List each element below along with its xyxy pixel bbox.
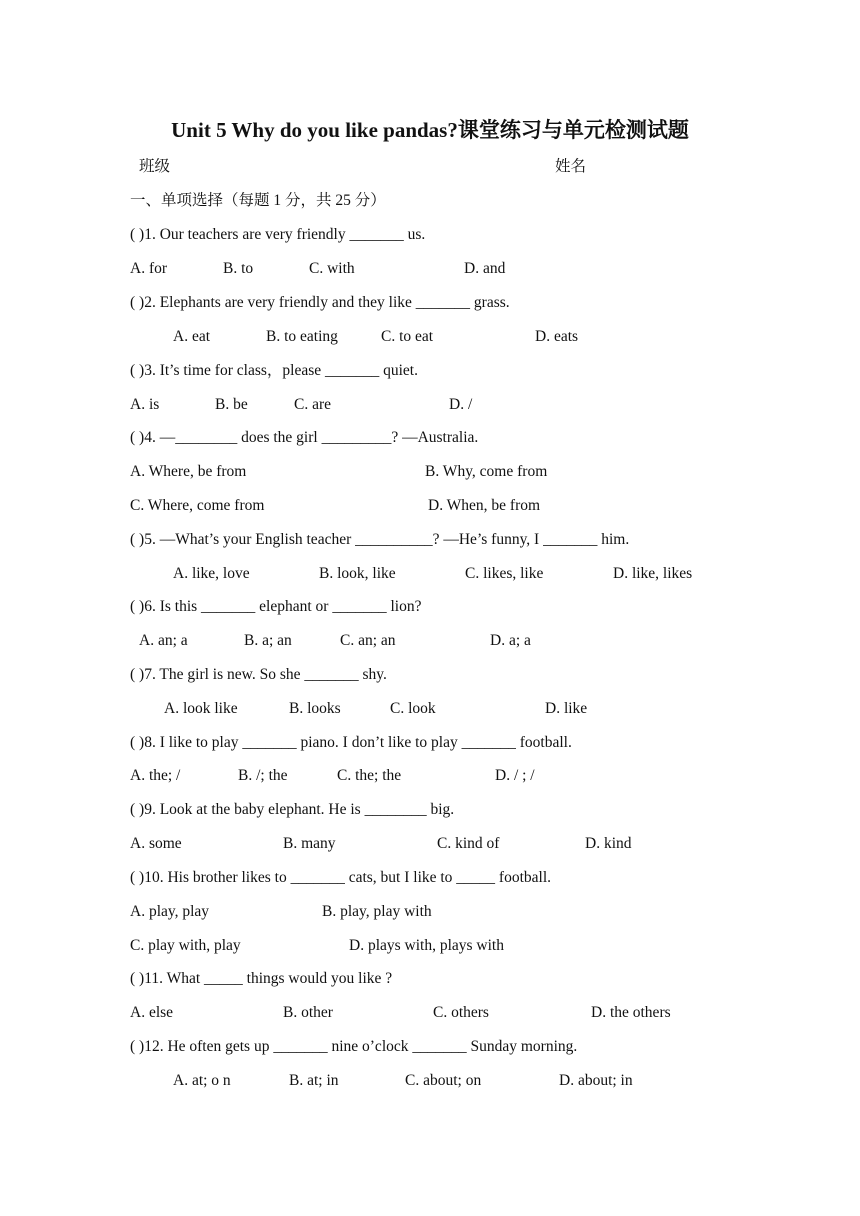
option-a: A. eat — [173, 328, 211, 345]
option-a: A. like, love — [173, 565, 250, 582]
option-c: C. likes, like — [465, 565, 544, 582]
option-a: A. look like — [164, 700, 238, 717]
option-a: A. at; o n — [173, 1072, 231, 1089]
option-b: B. /; the — [238, 767, 288, 784]
question-stem: ( )10. His brother likes to _______ cats, but I like to _____ football. — [130, 869, 552, 886]
option-b: B. many — [283, 835, 336, 852]
option-c: C. kind of — [437, 835, 500, 852]
option-d: D. like — [545, 700, 588, 717]
option-b: B. look, like — [319, 565, 396, 582]
option-c: C. play with, play — [130, 937, 241, 954]
option-a: A. the; / — [130, 767, 181, 784]
option-c: C. Where, come from — [130, 497, 265, 514]
option-c: C. the; the — [337, 767, 402, 784]
question-stem: ( )6. Is this _______ elephant or _______ lion? — [130, 598, 422, 615]
option-d: D. When, be from — [428, 497, 541, 514]
option-b: B. play, play with — [322, 903, 432, 920]
option-c: C. about; on — [405, 1072, 482, 1089]
question-stem: ( )8. I like to play _______ piano. I don’t like to play _______ football. — [130, 734, 572, 751]
option-d: D. about; in — [559, 1072, 633, 1089]
question-stem: ( )7. The girl is new. So she _______ shy. — [130, 666, 387, 683]
page-title: Unit 5 Why do you like pandas?课堂练习与单元检测试题 — [171, 118, 689, 142]
option-b: B. be — [215, 396, 248, 413]
option-d: D. eats — [535, 328, 579, 345]
option-d: D. kind — [585, 835, 632, 852]
option-b: B. to — [223, 260, 254, 277]
option-b: B. Why, come from — [425, 463, 548, 480]
question-stem: ( )11. What _____ things would you like ? — [130, 970, 393, 987]
question-stem: ( )4. —________ does the girl _________? —Australia. — [130, 429, 479, 446]
question-stem: ( )3. It’s time for class，please _______ quiet. — [130, 362, 418, 379]
option-a: A. is — [130, 396, 160, 413]
option-d: D. plays with, plays with — [349, 937, 504, 954]
option-d: D. like, likes — [613, 565, 693, 582]
option-b: B. a; an — [244, 632, 292, 649]
option-c: C. an; an — [340, 632, 396, 649]
option-d: D. / ; / — [495, 767, 535, 784]
class-label: 班级 — [139, 158, 171, 175]
option-d: D. and — [464, 260, 506, 277]
question-stem: ( )9. Look at the baby elephant. He is ________ big. — [130, 801, 455, 818]
option-d: D. the others — [591, 1004, 671, 1021]
option-c: C. are — [294, 396, 332, 413]
option-b: B. other — [283, 1004, 333, 1021]
option-c: C. to eat — [381, 328, 434, 345]
question-stem: ( )5. —What’s your English teacher __________? —He’s funny, I _______ him. — [130, 531, 630, 548]
option-c: C. with — [309, 260, 355, 277]
question-stem: ( )1. Our teachers are very friendly _______ us. — [130, 226, 426, 243]
option-b: B. at; in — [289, 1072, 339, 1089]
option-b: B. looks — [289, 700, 341, 717]
option-a: A. play, play — [130, 903, 210, 920]
option-c: C. others — [433, 1004, 489, 1021]
option-a: A. an; a — [139, 632, 188, 649]
option-a: A. Where, be from — [130, 463, 247, 480]
option-d: D. a; a — [490, 632, 531, 649]
option-a: A. else — [130, 1004, 174, 1021]
option-c: C. look — [390, 700, 436, 717]
option-a: A. for — [130, 260, 168, 277]
option-d: D. / — [449, 396, 473, 413]
question-stem: ( )12. He often gets up _______ nine o’clock _______ Sunday morning. — [130, 1038, 578, 1055]
option-a: A. some — [130, 835, 182, 852]
name-label: 姓名 — [555, 158, 587, 175]
question-stem: ( )2. Elephants are very friendly and they like _______ grass. — [130, 294, 510, 311]
option-b: B. to eating — [266, 328, 338, 345]
section-heading: 一、单项选择（每题 1 分，共 25 分） — [130, 192, 386, 209]
